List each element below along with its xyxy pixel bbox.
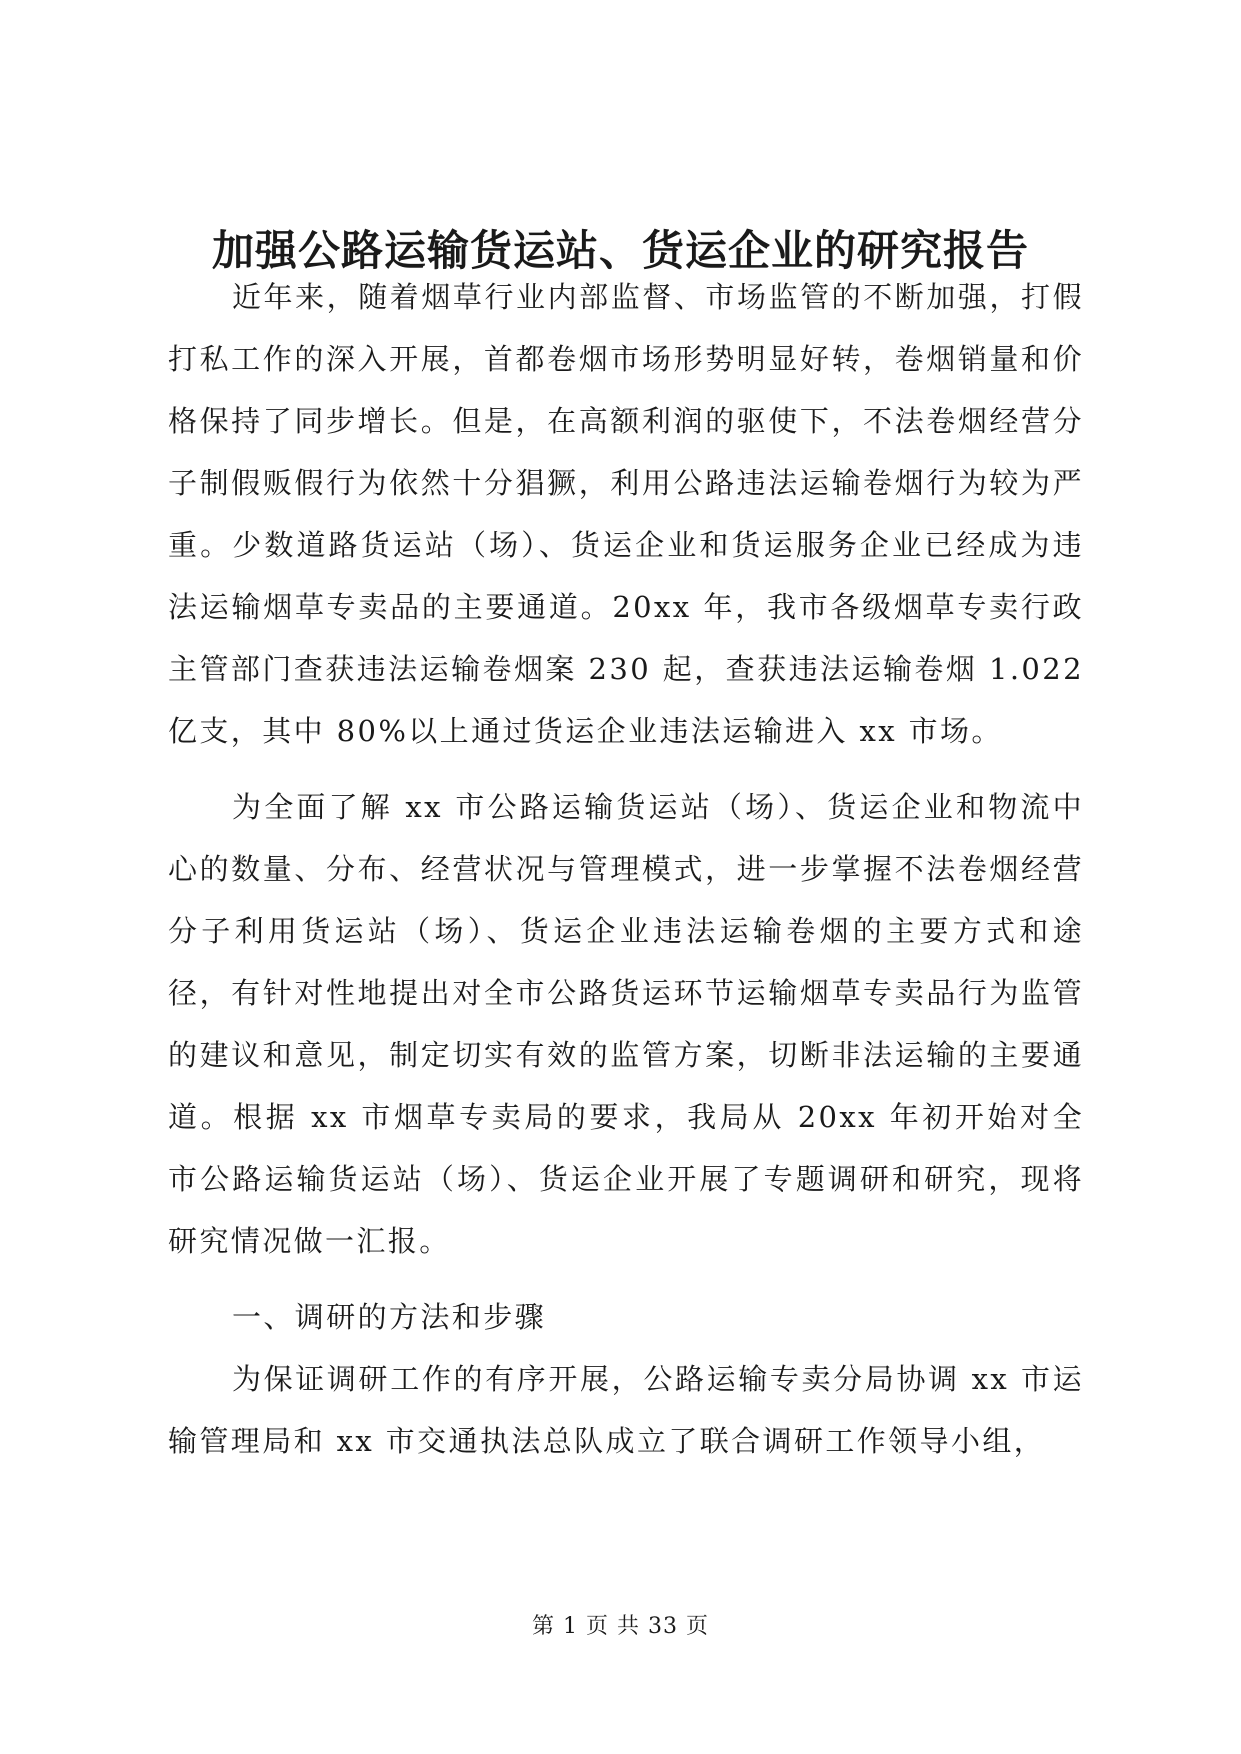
paragraph-intro: 近年来，随着烟草行业内部监督、市场监管的不断加强，打假打私工作的深入开展，首都卷烟市场形势明显好转，卷烟销量和价格保持了同步增长。但是，在高额利润的驱使下，不法卷烟经营分子制假贩假行为依然十分猖獗，利用公路违法运输卷烟行为较为严重。少数道路货运站（场）、货运企业和货运服务企业已经成为违法运输烟草专卖品的主要通道。20xx 年，我市各级烟草专卖行政主管部门查获违法运输卷烟案 230 起，查获违法运输卷烟 1.022 亿支，其中 80%以上通过货运企业违法运输进入 xx 市场。	[168, 280, 1084, 748]
section-heading: 一、调研的方法和步骤	[232, 1300, 547, 1334]
document-body	[168, 266, 1084, 1472]
paragraph-method: 为保证调研工作的有序开展，公路运输专卖分局协调 xx 市运输管理局和 xx 市交通执法总队成立了联合调研工作领导小组，	[168, 1362, 1084, 1458]
document-title: 加强公路运输货运站、货运企业的研究报告	[211, 226, 1029, 275]
paragraph-purpose: 为全面了解 xx 市公路运输货运站（场）、货运企业和物流中心的数量、分布、经营状况与管理模式，进一步掌握不法卷烟经营分子利用货运站（场）、货运企业违法运输卷烟的主要方式和途径，有针对性地提出对全市公路货运环节运输烟草专卖品行为监管的建议和意见，制定切实有效的监管方案，切断非法运输的主要通道。根据 xx 市烟草专卖局的要求，我局从 20xx 年初开始对全市公路运输货运站（场）、货运企业开展了专题调研和研究，现将研究情况做一汇报。	[168, 790, 1084, 1258]
page-number-footer: 第 1 页 共 33 页	[532, 1614, 709, 1639]
